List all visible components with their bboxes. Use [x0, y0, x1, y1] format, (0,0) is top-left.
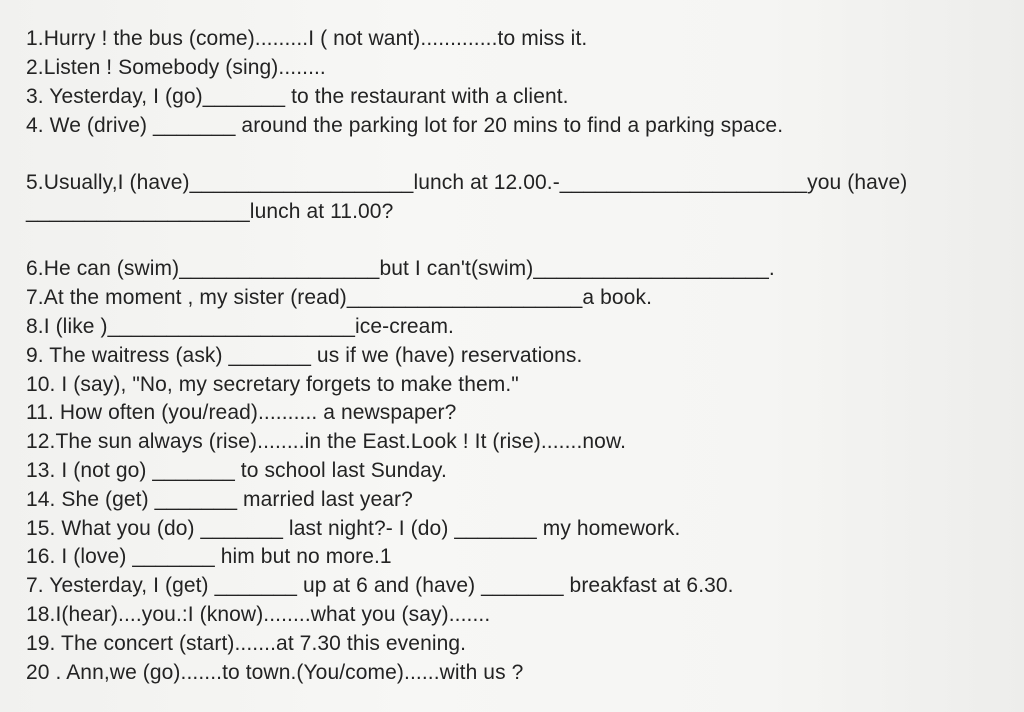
exercise-line-6: 6.He can (swim)_________________but I can't(swim)____________________. — [26, 257, 775, 280]
exercise-line-5-cont: ___________________lunch at 11.00? — [26, 200, 394, 223]
exercise-line-3: 3. Yesterday, I (go)_______ to the restaurant with a client. — [26, 85, 569, 108]
exercise-line-9: 9. The waitress (ask) _______ us if we (have) reservations. — [26, 344, 583, 367]
exercise-line-19: 19. The concert (start).......at 7.30 this evening. — [26, 632, 467, 655]
exercise-line-16: 16. I (love) _______ him but no more.1 — [26, 545, 392, 568]
exercise-line-18: 18.I(hear)....you.:I (know)........what you (say)....... — [26, 603, 491, 626]
exercise-line-7: 7.At the moment , my sister (read)____________________a book. — [26, 286, 652, 309]
exercise-line-2: 2.Listen ! Somebody (sing)........ — [26, 56, 326, 79]
exercise-line-12: 12.The sun always (rise)........in the East.Look ! It (rise).......now. — [26, 430, 627, 453]
exercise-line-13: 13. I (not go) _______ to school last Sunday. — [26, 459, 447, 482]
exercise-line-15: 15. What you (do) _______ last night?- I (do) _______ my homework. — [26, 517, 681, 540]
exercise-line-1: 1.Hurry ! the bus (come).........I ( not want).............to miss it. — [26, 27, 588, 50]
exercise-line-4: 4. We (drive) _______ around the parking lot for 20 mins to find a parking space. — [26, 114, 784, 137]
exercise-line-20: 20 . Ann,we (go).......to town.(You/come)......with us ? — [26, 661, 524, 684]
exercise-line-8: 8.I (like )_____________________ice-cream. — [26, 315, 454, 338]
exercise-line-17: 7. Yesterday, I (get) _______ up at 6 and (have) _______ breakfast at 6.30. — [26, 574, 734, 597]
exercise-line-14: 14. She (get) _______ married last year? — [26, 488, 413, 511]
exercise-line-10: 10. I (say), "No, my secretary forgets to make them." — [26, 373, 519, 396]
exercise-line-5: 5.Usually,I (have)___________________lunch at 12.00.-_____________________you (have) — [26, 171, 908, 194]
exercise-line-11: 11. How often (you/read).......... a newspaper? — [26, 401, 457, 424]
